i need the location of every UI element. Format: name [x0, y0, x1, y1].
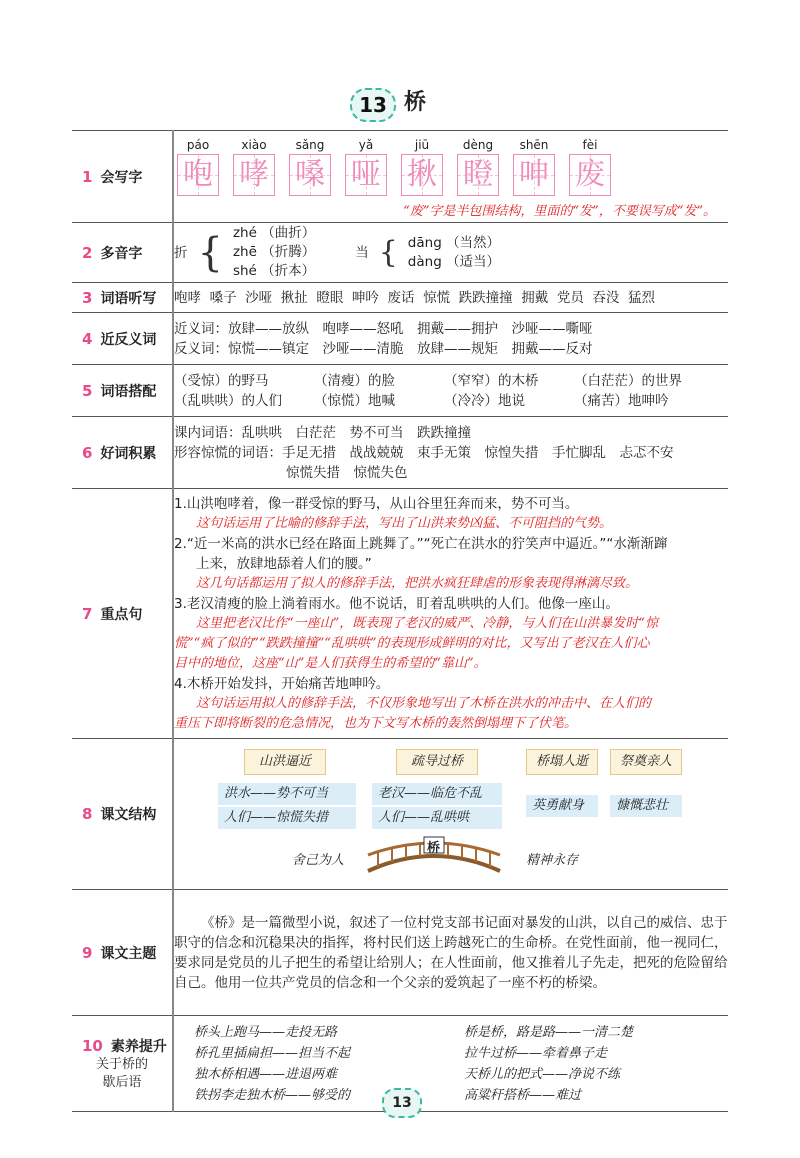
char-cell: [342, 138, 390, 196]
row-collocations: [72, 365, 728, 417]
commentary: 这几句话都运用了拟人的修辞手法，把洪水疯狂肆虐的形象表现得淋漓尽致。: [196, 575, 639, 591]
row-number: 5: [82, 381, 93, 400]
char-grid: [174, 132, 728, 196]
character: 咆: [183, 157, 213, 192]
sentence: 1.山洪咆哮着，像一群受惊的野马，从山谷里狂奔而来，势不可当。: [174, 495, 579, 512]
structure-heading: 祭奠亲人: [610, 749, 682, 775]
row-label: 素养提升: [110, 1038, 167, 1055]
row-number: 9: [82, 943, 93, 962]
words-line: 惊慌失措 惊慌失色: [286, 464, 408, 481]
character: 嗓: [295, 157, 325, 192]
pinyin: páo: [186, 138, 210, 152]
row-sublabel: 关于桥的 歇后语: [95, 1056, 148, 1090]
page-number: 13: [382, 1088, 422, 1118]
sentence: 上来，放肆地舔着人们的腰。”: [196, 555, 372, 572]
sentence: 3.老汉清瘦的脸上淌着雨水。他不说话，盯着乱哄哄的人们。他像一座山。: [174, 595, 619, 612]
character: 揪: [407, 157, 437, 192]
row-label: 课文结构: [100, 807, 157, 823]
structure-item: 慷慨悲壮: [610, 795, 682, 817]
pinyin: sǎng: [295, 138, 325, 152]
commentary: 重压下即将断裂的危急情况，也为下文写木桥的轰然倒塌埋下了伏笔。: [174, 715, 578, 731]
char-cell: [566, 138, 614, 196]
row-number: 2: [82, 243, 93, 262]
structure-heading: 山洪逼近: [244, 749, 326, 775]
row-label: 重点句: [100, 606, 143, 623]
character: 哑: [351, 157, 381, 192]
brace-icon: {: [378, 234, 398, 270]
char-cell: [454, 138, 502, 196]
pinyin: dèng: [462, 138, 494, 152]
character: 呻: [519, 157, 549, 192]
char-cell: [230, 138, 278, 196]
lesson-number: 13: [350, 88, 396, 122]
words-line: 形容惊慌的词语：手足无措 战战兢兢 束手无策 惊惶失措 手忙脚乱 忐忑不安: [174, 444, 674, 461]
structure-item: 人们——惊慌失措: [218, 807, 356, 829]
character: 哮: [239, 157, 269, 192]
bridge-label: 桥: [427, 841, 441, 856]
poly-char: 折: [174, 244, 188, 261]
row-number: 7: [82, 604, 93, 623]
row-good-words: [72, 417, 728, 489]
row-label: 好词积累: [100, 445, 157, 462]
antonym-line: 反义词：惊慌——镇定 沙哑——清脆 放肆——规矩 拥戴——反对: [174, 340, 593, 357]
commentary: 这句话运用了比喻的修辞手法，写出了山洪来势凶猛、不可阻挡的气势。: [196, 515, 613, 531]
row-number: 10: [82, 1036, 103, 1055]
char-cell: [510, 138, 558, 196]
row-label: 会写字: [100, 169, 143, 186]
row-label: 词语听写: [100, 290, 157, 307]
row-label: 近反义词: [100, 331, 157, 348]
row-number: 1: [82, 167, 93, 186]
structure-item: 人们——乱哄哄: [372, 807, 502, 829]
row-polyphone: [72, 223, 728, 283]
structure-label-left: 舍己为人: [292, 853, 345, 868]
poly-list: zhé （曲折） zhē （折腾） shé （折本）: [232, 225, 316, 279]
lesson-title: [0, 84, 800, 126]
row-number: 8: [82, 805, 93, 823]
structure-label-right: 精神永存: [526, 853, 579, 868]
commentary: 这句话运用拟人的修辞手法，不仅形象地写出了木桥在洪水的冲击中、在人们的: [196, 695, 652, 711]
char-cell: [398, 138, 446, 196]
row-label: 课文主题: [100, 945, 157, 962]
character: 瞪: [463, 157, 493, 192]
structure-item: 英勇献身: [526, 795, 598, 817]
theme-text: 《桥》是一篇微型小说，叙述了一位村党支部书记面对暴发的山洪，以自己的威信、忠于职守的信念和沉稳果决的指挥，将村民们送上跨越死亡的生命桥。在党性面前，他一视同仁，要求同是党员的儿子把生的希望让给别人；在人性面前，他又推着儿子先走，把死的危险留给自己。他用一位共产党员的信念和一个父亲的爱筑起了一座不朽的桥梁。: [174, 914, 728, 991]
structure-diagram: [174, 739, 728, 889]
pinyin: fèi: [582, 138, 598, 152]
sentence: 2.“近一米高的洪水已经在路面上跳舞了。”“死亡在洪水的狞笑声中逼近。”“水渐渐蹿: [174, 535, 668, 552]
char-cell: [286, 138, 334, 196]
row-key-sentences: [72, 489, 728, 739]
row-number: 6: [82, 443, 93, 462]
structure-item: 老汉——临危不乱: [372, 783, 502, 805]
row-number: 3: [82, 288, 93, 307]
pinyin: xiào: [241, 138, 267, 152]
proverb-grid: 桥头上跑马——走投无路 桥是桥，路是路——一清二楚 桥孔里插扁担——担当不起 拉牛过桥——牵着鼻子走 独木桥相遇——进退两难 天桥儿的把式——净说不练 铁拐李走独木桥——够受的 高粱秆搭桥——难过: [194, 1024, 634, 1103]
pinyin: yǎ: [358, 138, 374, 152]
structure-heading: 桥塌人逝: [526, 749, 598, 775]
lesson-name: 桥: [404, 90, 427, 115]
pinyin: jiū: [414, 138, 430, 152]
char-cell: [174, 138, 222, 196]
pinyin: shēn: [519, 138, 549, 152]
poly-list: dāng （当然） dàng （适当）: [407, 234, 501, 270]
collocation-grid: （受惊）的野马 （清瘦）的脸 （窄窄）的木桥 （白茫茫）的世界 （乱哄哄）的人们 （惊慌）地喊 （冷冷）地说 （痛苦）地呻吟: [174, 372, 682, 409]
row-theme: [72, 890, 728, 1016]
dictation-words: 咆哮 嗓子 沙哑 揪扯 瞪眼 呻吟 废话 惊慌 跌跌撞撞 拥戴 党员 吞没 猛烈: [174, 289, 655, 306]
bridge-icon: [366, 835, 502, 875]
row-label: 词语搭配: [100, 383, 157, 400]
synonym-line: 近义词：放肆——放纵 咆哮——怒吼 拥戴——拥护 沙哑——嘶哑: [174, 320, 593, 337]
study-table: [72, 130, 728, 1112]
row-number: 4: [82, 329, 93, 348]
sentence: 4.木桥开始发抖，开始痛苦地呻吟。: [174, 675, 390, 692]
structure-item: 洪水——势不可当: [218, 783, 356, 805]
row-dictation: [72, 283, 728, 313]
brace-icon: {: [197, 229, 223, 276]
commentary: 这里把老汉比作“一座山”，既表现了老汉的威严、冷静，与人们在山洪暴发时“惊: [196, 615, 658, 631]
commentary: 慌”“疯了似的”“跌跌撞撞”“乱哄哄”的表现形成鲜明的对比，又写出了老汉在人们心: [174, 635, 650, 651]
words-line: 课内词语：乱哄哄 白茫茫 势不可当 跌跌撞撞: [174, 424, 471, 441]
row-structure: [72, 739, 728, 890]
row-synonyms: [72, 313, 728, 365]
character: 废: [575, 157, 605, 192]
row-write-chars: [72, 131, 728, 223]
row-label: 多音字: [100, 245, 143, 262]
structure-heading: 疏导过桥: [396, 749, 478, 775]
poly-char: 当: [355, 244, 369, 261]
commentary: 目中的地位，这座“山”是人们获得生的希望的“靠山”。: [174, 655, 487, 671]
write-note: “废”字是半包围结构，里面的“发”，不要误写成“发”。: [403, 204, 716, 219]
